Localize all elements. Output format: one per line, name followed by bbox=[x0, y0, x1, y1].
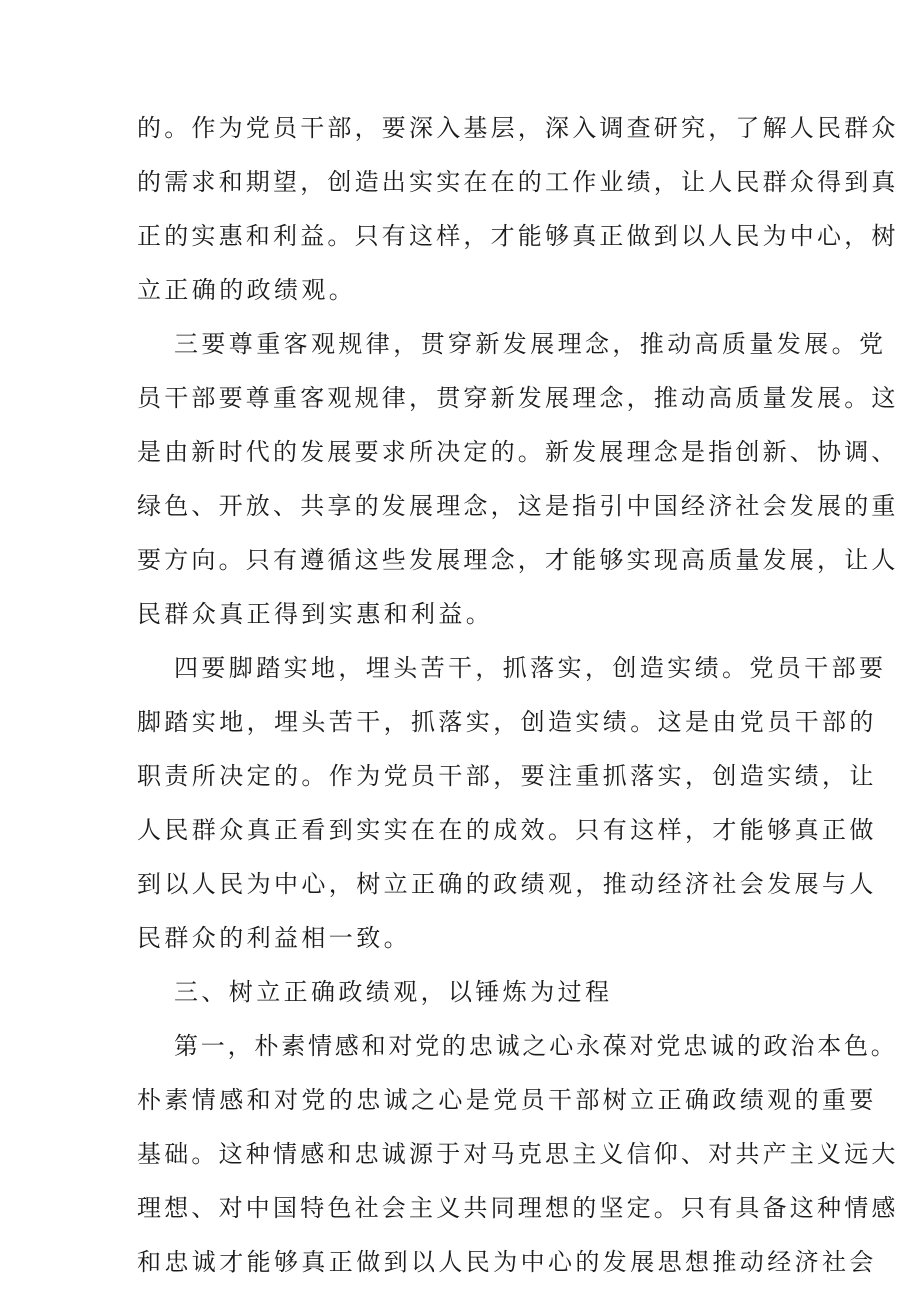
text-line: 理想、对中国特色社会主义共同理想的坚定。只有具备这种情感 bbox=[137, 1194, 899, 1222]
text-line: 职责所决定的。作为党员干部，要注重抓落实，创造实绩，让 bbox=[137, 762, 877, 790]
text-line: 是由新时代的发展要求所决定的。新发展理念是指创新、协调、 bbox=[137, 438, 899, 466]
text-line: 要方向。只有遵循这些发展理念，才能够实现高质量发展，让人 bbox=[137, 546, 899, 574]
text-line: 四要脚踏实地，埋头苦干，抓落实，创造实绩。党员干部要 bbox=[174, 654, 887, 682]
text-line: 基础。这种情感和忠诚源于对马克思主义信仰、对共产主义远大 bbox=[137, 1140, 899, 1168]
text-line: 员干部要尊重客观规律，贯穿新发展理念，推动高质量发展。这 bbox=[137, 384, 899, 412]
text-line: 三要尊重客观规律，贯穿新发展理念，推动高质量发展。党 bbox=[174, 330, 887, 358]
text-line: 绿色、开放、共享的发展理念，这是指引中国经济社会发展的重 bbox=[137, 492, 899, 520]
text-line: 人民群众真正看到实实在在的成效。只有这样，才能够真正做 bbox=[137, 816, 877, 844]
text-line: 和忠诚才能够真正做到以人民为中心的发展思想推动经济社会 bbox=[137, 1248, 877, 1276]
text-line: 的需求和期望，创造出实实在在的工作业绩，让人民群众得到真 bbox=[137, 168, 899, 196]
text-line: 到以人民为中心，树立正确的政绩观，推动经济社会发展与人 bbox=[137, 870, 877, 898]
text-line: 民群众的利益相一致。 bbox=[137, 924, 411, 952]
text-line: 立正确的政绩观。 bbox=[137, 276, 357, 304]
section-heading: 三、树立正确政绩观，以锤炼为过程 bbox=[174, 978, 613, 1006]
text-line: 第一，朴素情感和对党的忠诚之心永葆对党忠诚的政治本色。 bbox=[174, 1032, 898, 1060]
text-line: 朴素情感和对党的忠诚之心是党员干部树立正确政绩观的重要 bbox=[137, 1086, 877, 1114]
text-line: 的。作为党员干部，要深入基层，深入调查研究，了解人民群众 bbox=[137, 114, 899, 142]
text-line: 脚踏实地，埋头苦干，抓落实，创造实绩。这是由党员干部的 bbox=[137, 708, 877, 736]
text-line: 正的实惠和利益。只有这样，才能够真正做到以人民为中心，树 bbox=[137, 222, 899, 250]
text-line: 民群众真正得到实惠和利益。 bbox=[137, 600, 494, 628]
